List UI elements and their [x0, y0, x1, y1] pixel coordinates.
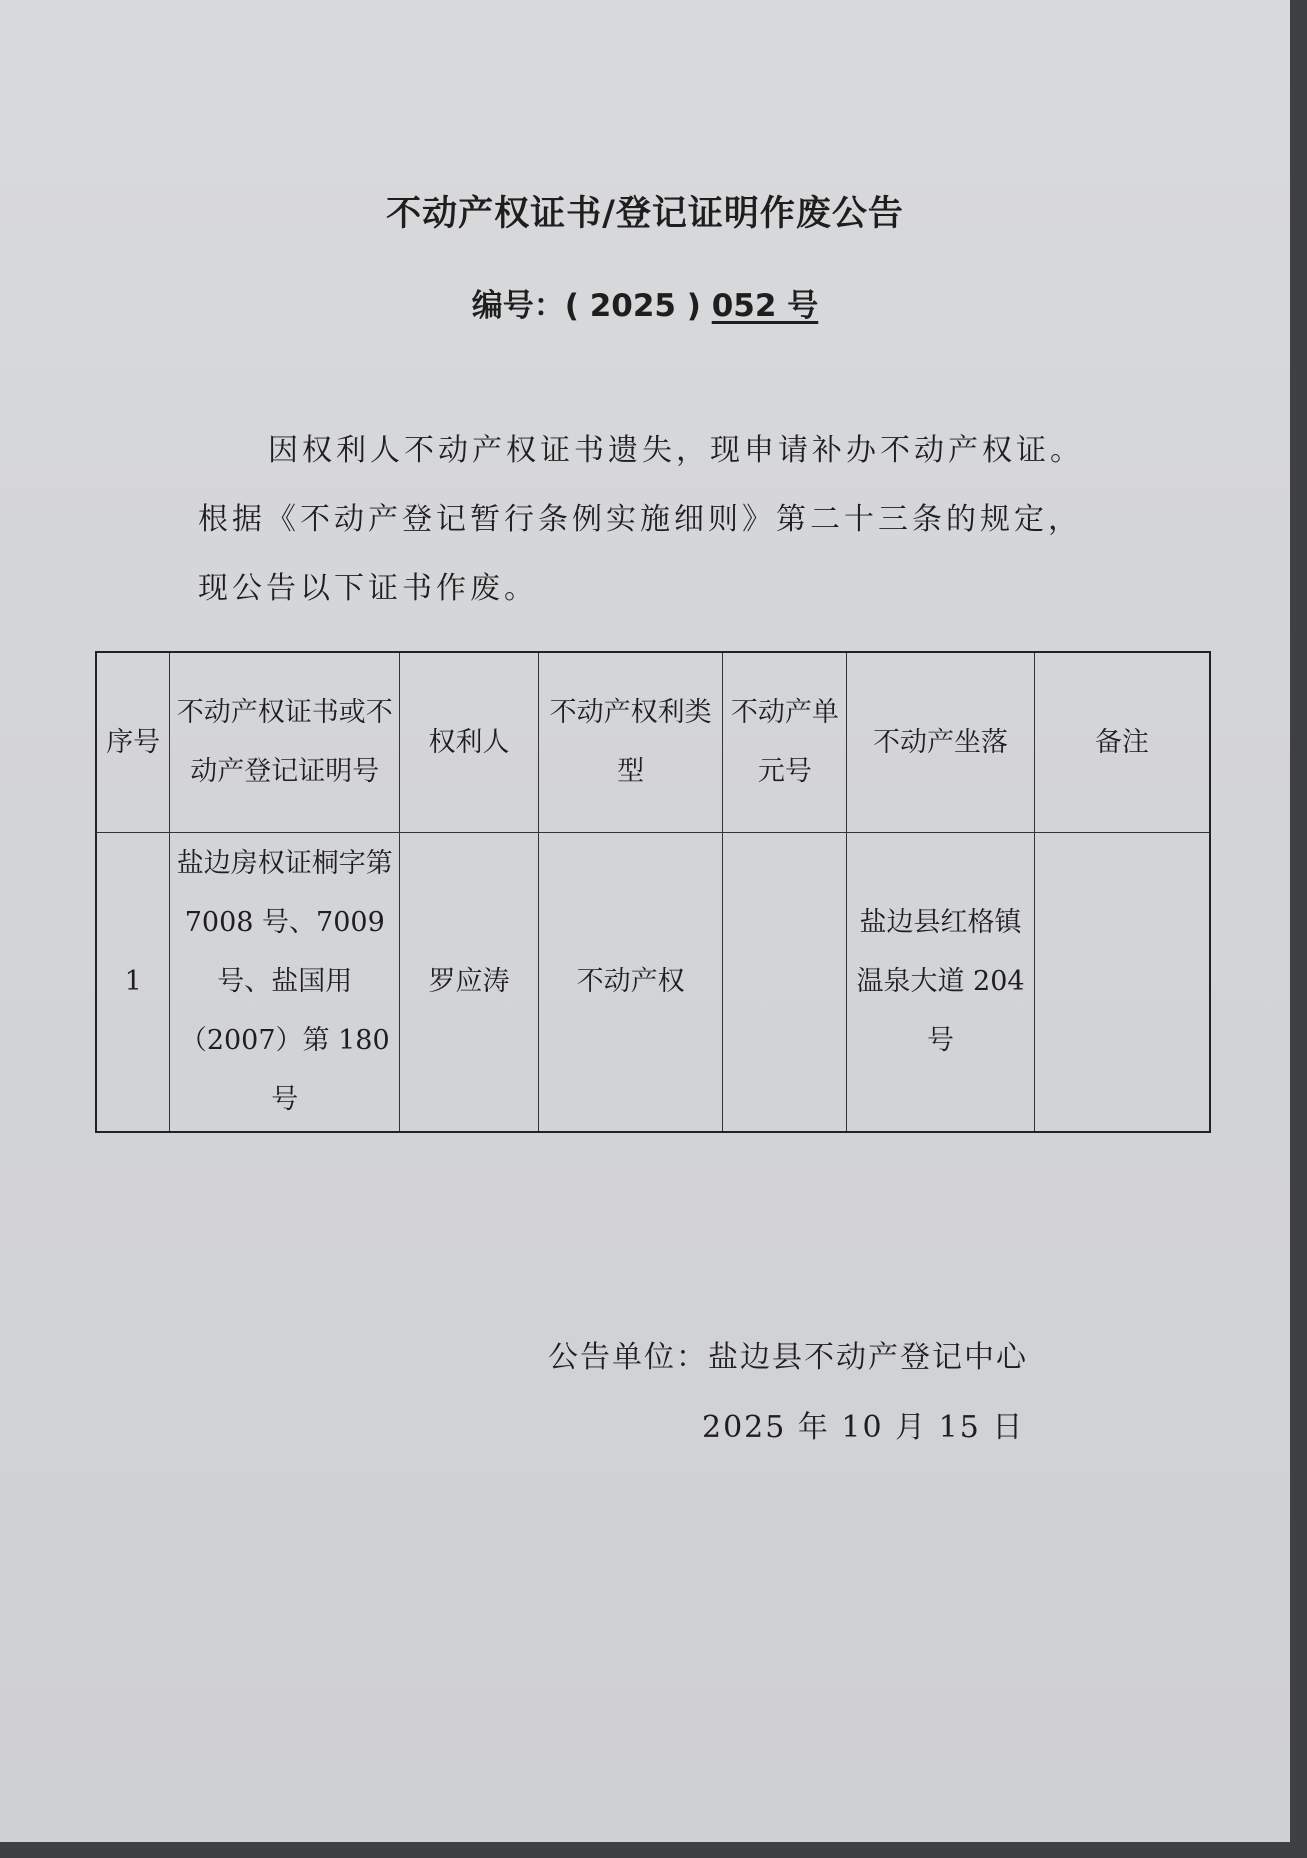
cell-right-type: 不动产权 — [538, 832, 723, 1132]
issuing-unit: 公告单位：盐边县不动产登记中心 — [548, 1340, 1028, 1375]
body-line-3: 现公告以下证书作废。 — [198, 571, 538, 606]
body-line-2: 根据《不动产登记暂行条例实施细则》第二十三条的规定， — [198, 502, 1082, 537]
cell-unit-no — [723, 832, 847, 1132]
cell-location: 盐边县红格镇温泉大道 204 号 — [847, 832, 1035, 1132]
notice-date: 2025 年 10 月 15 日 — [702, 1410, 1025, 1445]
header-cert-no: 不动产权证书或不动产登记证明号 — [170, 652, 400, 832]
header-remark: 备注 — [1034, 652, 1210, 832]
cell-seq: 1 — [96, 832, 170, 1132]
void-certificate-table — [95, 651, 1211, 1133]
cell-holder: 罗应涛 — [400, 832, 539, 1132]
header-holder: 权利人 — [400, 652, 539, 832]
document-number — [0, 280, 1290, 325]
cell-cert-no: 盐边房权证桐字第 7008 号、7009 号、盐国用（2007）第 180 号 — [170, 832, 400, 1132]
document-title: 不动产权证书/登记证明作废公告 — [386, 194, 904, 234]
header-seq: 序号 — [96, 652, 170, 832]
table-row — [96, 832, 1210, 1132]
body-line-1: 因权利人不动产权证书遗失，现申请补办不动产权证。 — [268, 433, 1084, 468]
header-unit-no: 不动产单元号 — [723, 652, 847, 832]
cell-remark — [1034, 832, 1210, 1132]
document-number-prefix: 编号：( 2025 ) — [471, 288, 712, 324]
table-header-row — [96, 652, 1210, 832]
header-location: 不动产坐落 — [847, 652, 1035, 832]
notice-body — [198, 416, 1138, 623]
document-number-value: 052 号 — [711, 288, 819, 324]
header-right-type: 不动产权利类 型 — [538, 652, 723, 832]
